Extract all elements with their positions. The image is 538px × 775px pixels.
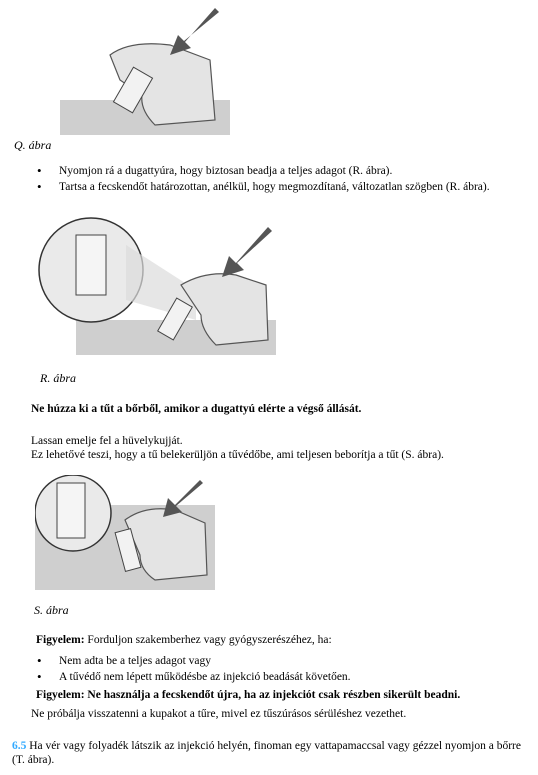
figure-r-illustration (36, 215, 276, 365)
do-not-pull-text (31, 402, 531, 416)
no-recap-content: Ne próbálja visszatenni a kupakot a tűre, mivel ez tűszúrásos sérüléshez vezethet. (31, 708, 407, 720)
list-item: • Tartsa a fecskendőt határozottan, anélkül, hogy megmozdítaná, változatlan szögben (R. ábra). (37, 179, 532, 195)
figure-q-caption: Q. ábra (14, 138, 52, 152)
warning-2-text: Ne használja a fecskendőt újra, ha az injekciót csak részben sikerült beadni. (87, 689, 461, 701)
list-item: • A tűvédő nem lépett működésbe az injekció beadását követően. (37, 669, 532, 685)
warning-1-text: Forduljon szakemberhez vagy gyógyszerészéhez, ha: (87, 634, 332, 646)
figure-s-caption: S. ábra (34, 603, 69, 617)
list-item: • Nem adta be a teljes adagot vagy (37, 653, 532, 669)
instruction-list-2 (37, 653, 532, 685)
warning-1-label: Figyelem: (36, 634, 85, 646)
step-6-5 (12, 739, 532, 767)
step-number: 6.5 (12, 740, 27, 752)
lift-thumb-line-2: Ez lehetővé teszi, hogy a tű belekerüljön a tűvédőbe, ami teljesen beborítja a tűt (S. ábra). (31, 449, 444, 461)
figure-q-illustration (60, 0, 230, 135)
lift-thumb-line-1: Lassan emelje fel a hüvelykujját. (31, 435, 183, 447)
warning-2 (36, 688, 536, 702)
lift-thumb-text (31, 434, 531, 462)
instruction-list-1 (37, 163, 532, 195)
warning-2-label: Figyelem: (36, 689, 85, 701)
figure-s-illustration (35, 475, 215, 590)
step-text: Ha vér vagy folyadék látszik az injekció helyén, finoman egy vattapamaccsal vagy gézzel nyomjon a bőrre (T. ábra). (12, 740, 521, 766)
figure-r-caption: R. ábra (40, 371, 76, 385)
no-recap-text (31, 707, 531, 721)
warning-1 (36, 633, 531, 647)
list-item: • Nyomjon rá a dugattyúra, hogy biztosan beadja a teljes adagot (R. ábra). (37, 163, 532, 179)
do-not-pull-bold: Ne húzza ki a tűt a bőrből, amikor a dugattyú elérte a végső állását. (31, 403, 362, 415)
